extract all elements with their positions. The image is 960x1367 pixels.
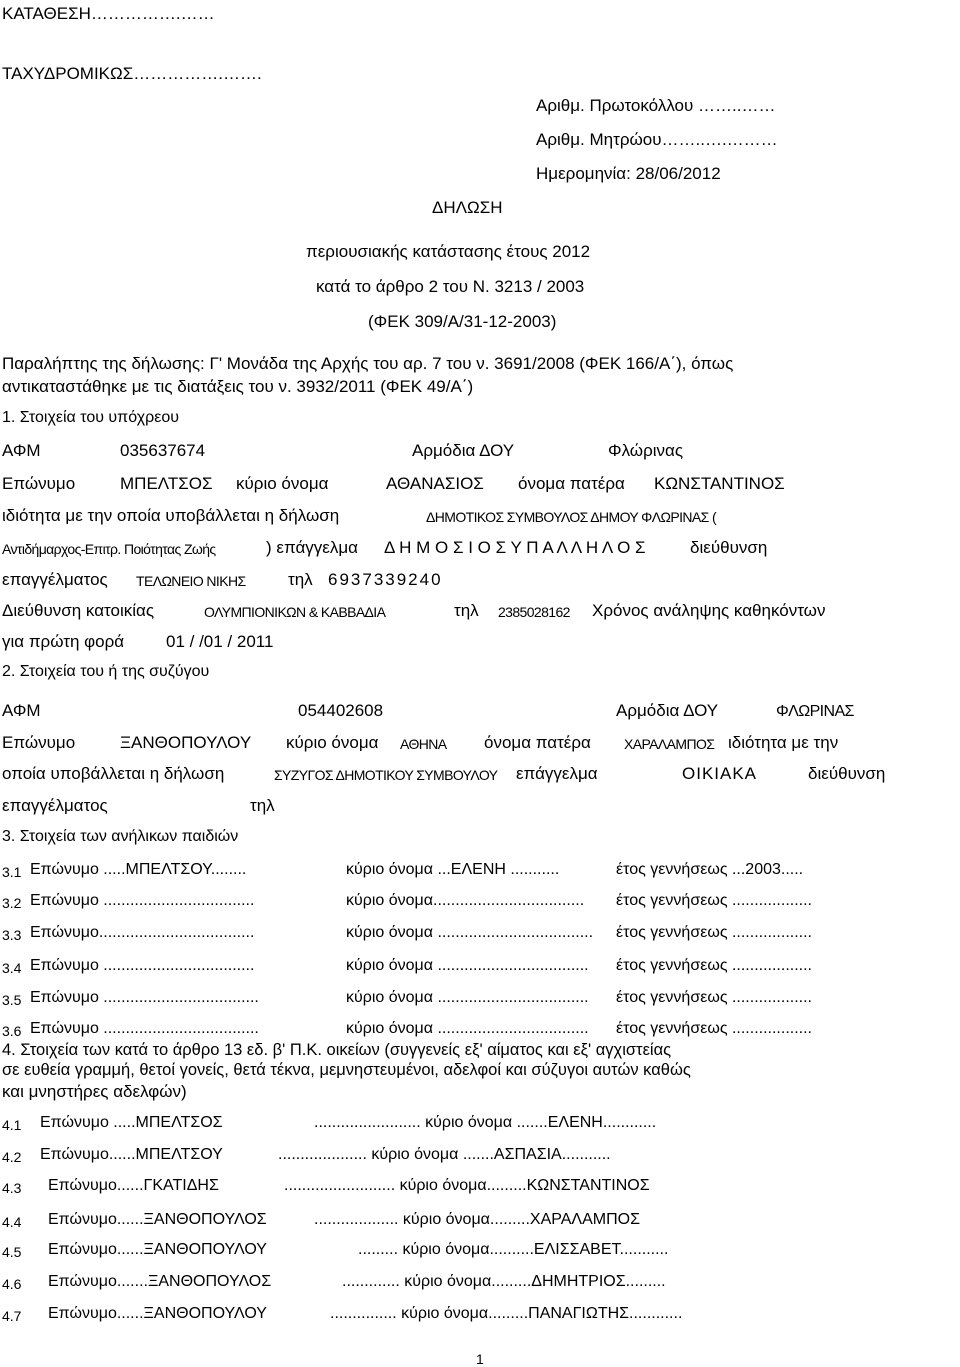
s3-row-num: 3.3 [2,927,22,943]
s4-row-eponymo: Επώνυμο.......ΞΑΝΘΟΠΟΥΛΟΣ [48,1273,272,1290]
s3-row-eponymo: Επώνυμο .....ΜΠΕΛΤΣΟΥ........ [30,861,247,878]
recipient-line1: Παραλήπτης της δήλωσης: Γ' Μονάδα της Αρχής του αρ. 7 του ν. 3691/2008 (ΦΕΚ 166/Α΄), όπως [2,354,734,373]
s1-kyrio-value: ΑΘΑΝΑΣΙΟΣ [386,474,484,493]
imerominia: Ημερομηνία: 28/06/2012 [536,164,721,183]
s4-row-eponymo: Επώνυμο......ΞΑΝΘΟΠΟΥΛΟΣ [48,1211,267,1228]
title-line2: κατά το άρθρο 2 του Ν. 3213 / 2003 [316,277,585,296]
s1-patera-value: ΚΩΝΣΤΑΝΤΙΝΟΣ [654,474,785,493]
s3-row-eponymo: Επώνυμο ................................... [30,1020,259,1037]
section2-heading: 2. Στοιχεία του ή της συζύγου [2,663,210,680]
s1-epaggelmatos-value: ΤΕΛΩΝΕΙΟ ΝΙΚΗΣ [136,573,246,589]
title-line1: περιουσιακής κατάστασης έτους 2012 [306,242,591,261]
s3-row-kyrio: κύριο όνομα .................................. [346,1020,589,1037]
s1-xronos-label: Χρόνος ανάληψης καθηκόντων [592,601,826,620]
section4-heading-line3: και μνηστήρες αδελφών) [2,1082,187,1101]
s3-row-kyrio: κύριο όνομα .................................. [346,989,589,1006]
s1-til-label: τηλ [288,570,313,589]
s4-row-eponymo: Επώνυμο......ΜΠΕΛΤΣΟΥ [40,1146,223,1163]
section3-heading: 3. Στοιχεία των ανήλικων παιδιών [2,828,239,845]
section4-heading-line1: 4. Στοιχεία των κατά το άρθρο 13 εδ. β' Π.Κ. οικείων (συγγενείς εξ' αίματος και εξ' αγχιστείας [2,1041,672,1059]
s1-afm-value: 035637674 [120,441,206,460]
s2-til-label: τηλ [250,796,275,815]
s4-row-kyrio: ......................... κύριο όνομα.........ΚΩΝΣΤΑΝΤΙΝΟΣ [284,1177,650,1194]
s4-row-kyrio: ............... κύριο όνομα.........ΠΑΝΑΓΙΩΤΗΣ............ [330,1305,683,1322]
s3-row-eponymo: Επώνυμο .................................. [30,892,255,909]
s3-row-kyrio: κύριο όνομα ...ΕΛΕΝΗ ........... [346,861,560,878]
s4-row-kyrio: .................... κύριο όνομα .......ΑΣΠΑΣΙΑ........... [278,1146,611,1163]
s1-patera-label: όνομα πατέρα [518,474,625,493]
s2-idiotita-label: ιδιότητα με την [728,733,839,752]
s1-proti-fora-label: για πρώτη φορά [2,632,125,651]
title-line3: (ΦΕΚ 309/Α/31-12-2003) [368,312,557,331]
ar-protokollou: Αριθμ. Πρωτοκόλλου ……..…… [536,96,776,115]
s1-katoikias-label: Διεύθυνση κατοικίας [2,601,155,620]
s4-row-kyrio: ................... κύριο όνομα.........ΧΑΡΑΛΑΜΠΟΣ [314,1211,641,1228]
s4-row-num: 4.3 [2,1180,22,1196]
s4-row-num: 4.5 [2,1244,22,1260]
s1-doy-value: Φλώρινας [608,441,684,460]
s1-epaggelma-value: Δ Η Μ Ο Σ Ι Ο Σ Υ Π Α Λ Λ Η Λ Ο Σ [384,538,646,557]
tachydromikos-line: ΤΑΧΥΔΡΟΜΙΚΩΣ…………….……. [2,64,262,83]
s4-row-eponymo: Επώνυμο .....ΜΠΕΛΤΣΟΣ [40,1114,223,1131]
s3-row-num: 3.4 [2,960,22,976]
s2-idiotita-value: ΣΥΖΥΓΟΣ ΔΗΜΟΤΙΚΟΥ ΣΥΜΒΟΥΛΟΥ [274,767,498,783]
s2-epaggelma-value: ΟΙΚΙΑΚΑ [682,764,758,783]
s3-row-etos: έτος γεννήσεως .................. [616,957,812,974]
page-number: 1 [476,1351,484,1367]
s4-row-kyrio: ......... κύριο όνομα..........ΕΛΙΣΣΑΒΕΤ........... [358,1241,669,1258]
s1-til-value: 6937339240 [328,570,443,589]
s3-row-num: 3.5 [2,992,22,1008]
s2-eponymo-value: ΞΑΝΘΟΠΟΥΛΟΥ [120,733,252,752]
s2-eponymo-label: Επώνυμο [2,733,76,752]
s1-idiotita-value: ΔΗΜΟΤΙΚΟΣ ΣΥΜΒΟΥΛΟΣ ΔΗΜΟΥ ΦΛΩΡΙΝΑΣ ( [426,509,717,525]
title-dilosi: ΔΗΛΩΣΗ [432,198,503,217]
s1-epaggelma-label: ) επάγγελμα [266,538,358,557]
s1-til2-label: τηλ [454,601,479,620]
s2-idiotita-label2: οποία υποβάλλεται η δήλωση [2,764,225,783]
s1-proti-fora-value: 01 / /01 / 2011 [166,632,274,651]
s1-til2-value: 2385028162 [498,604,570,620]
s2-doy-label: Αρμόδια ΔΟΥ [616,701,719,720]
katathesi-line: ΚΑΤΑΘΕΣΗ…………….…… [2,4,215,23]
s3-row-kyrio: κύριο όνομα ................................... [346,924,594,941]
s3-row-kyrio: κύριο όνομα.................................. [346,892,585,909]
s3-row-kyrio: κύριο όνομα .................................. [346,957,589,974]
s1-katoikias-value: ΟΛΥΜΠΙΟΝΙΚΩΝ & ΚΑΒΒΑΔΙΑ [204,604,386,620]
s2-doy-value: ΦΛΩΡΙΝΑΣ [776,703,854,720]
s3-row-etos: έτος γεννήσεως .................. [616,1020,812,1037]
s3-row-etos: έτος γεννήσεως .................. [616,924,812,941]
s1-idiotita-cont: Αντιδήμαρχος-Επιτρ. Ποιότητας Ζωής [2,541,216,557]
s3-row-eponymo: Επώνυμο ................................... [30,989,259,1006]
s3-row-eponymo: Επώνυμο .................................. [30,957,255,974]
s4-row-eponymo: Επώνυμο......ΞΑΝΘΟΠΟΥΛΟΥ [48,1241,267,1258]
s3-row-eponymo: Επώνυμο................................... [30,924,255,941]
s4-row-kyrio: ............. κύριο όνομα.........ΔΗΜΗΤΡΙΟΣ......... [342,1273,666,1290]
recipient-line2: αντικαταστάθηκε με τις διατάξεις του ν. 3932/2011 (ΦΕΚ 49/Α΄) [2,377,474,396]
s1-eponymo-value: ΜΠΕΛΤΣΟΣ [120,474,213,493]
s2-afm-label: ΑΦΜ [2,701,41,720]
s4-row-num: 4.6 [2,1276,22,1292]
s2-dieuthynsi-label: διεύθυνση [808,764,886,783]
s1-epaggelmatos-label: επαγγέλματος [2,570,108,589]
s2-patera-label: όνομα πατέρα [484,733,591,752]
s2-epaggelmatos-label: επαγγέλματος [2,796,108,815]
s1-afm-label: ΑΦΜ [2,441,41,460]
s4-row-eponymo: Επώνυμο......ΓΚΑΤΙΔΗΣ [48,1177,219,1194]
ar-mitroou: Αριθμ. Μητρώου……..….……… [536,130,778,149]
s3-row-num: 3.2 [2,895,22,911]
s1-kyrio-label: κύριο όνομα [236,474,329,493]
s3-row-num: 3.6 [2,1023,22,1039]
s2-patera-value: ΧΑΡΑΛΑΜΠΟΣ [624,736,715,752]
section1-heading: 1. Στοιχεία του υπόχρεου [2,409,179,426]
s3-row-etos: έτος γεννήσεως ...2003..... [616,861,804,878]
s3-row-etos: έτος γεννήσεως .................. [616,989,812,1006]
s4-row-kyrio: ........................ κύριο όνομα .......ΕΛΕΝΗ............ [314,1114,657,1131]
section4-heading-line2: σε ευθεία γραμμή, θετοί γονείς, θετά τέκνα, μεμνηστευμένοι, αδελφοί και σύζυγοι αυτών καθώς [2,1061,691,1079]
s2-afm-value: 054402608 [298,701,384,720]
s4-row-num: 4.1 [2,1117,22,1133]
s4-row-num: 4.2 [2,1149,22,1165]
s1-idiotita-label: ιδιότητα με την οποία υποβάλλεται η δήλωση [2,506,340,525]
s4-row-num: 4.7 [2,1308,22,1324]
s1-dieuthynsi-label: διεύθυνση [690,538,768,557]
s2-epaggelma-label: επάγγελμα [516,764,598,783]
s1-eponymo-label: Επώνυμο [2,474,76,493]
s3-row-num: 3.1 [2,864,22,880]
s1-doy-label: Αρμόδια ΔΟΥ [412,441,515,460]
s2-kyrio-value: ΑΘΗΝΑ [400,736,447,752]
s4-row-num: 4.4 [2,1214,22,1230]
s4-row-eponymo: Επώνυμο......ΞΑΝΘΟΠΟΥΛΟΥ [48,1305,267,1322]
s3-row-etos: έτος γεννήσεως .................. [616,892,812,909]
s2-kyrio-label: κύριο όνομα [286,733,379,752]
